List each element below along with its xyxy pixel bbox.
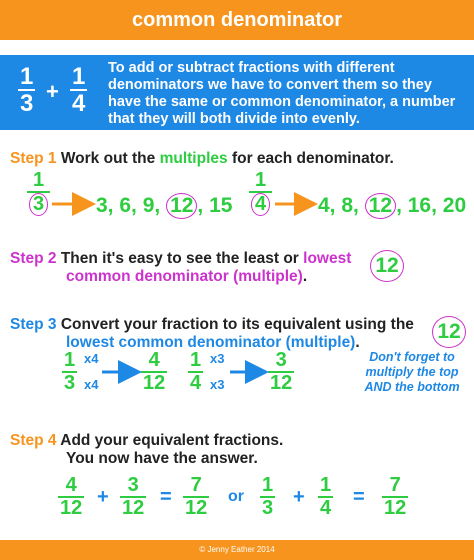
numerator: 1 (255, 169, 267, 191)
equals-sign: = (160, 486, 172, 508)
denominator: 12 (185, 497, 208, 519)
step2-highlight: lowest (303, 250, 352, 267)
denominator: 12 (143, 372, 166, 394)
numerator: 4 (148, 349, 160, 371)
plus-sign: + (46, 79, 59, 104)
plus-sign: + (293, 486, 305, 508)
numerator: 1 (320, 474, 332, 496)
numerator: 1 (64, 349, 76, 371)
denominator: 4 (190, 372, 202, 394)
denominator: 12 (122, 497, 145, 519)
multiplier-bottom: x3 (210, 377, 225, 392)
reminder-note: Don't forget to multiply the top AND the bottom (364, 350, 460, 394)
denominator-circle: 3 (29, 193, 48, 216)
step4-label: Step 4 (10, 432, 57, 449)
denominator: 4 (320, 497, 332, 519)
intro-text: To add or subtract fractions with different denominators we have to convert them so they have the same or common denominator, a number that they will both divide into evenly. (108, 60, 456, 127)
numerator: 3 (275, 349, 287, 371)
step3-text: Convert your fraction to its equivalent using the (60, 316, 414, 333)
numerator: 1 (20, 63, 34, 90)
step2-highlight-line2: common denominator (multiple) (66, 268, 303, 285)
denominator: 4 (72, 90, 86, 118)
multiples-list-rest: , 16, 20 (396, 194, 467, 217)
step2-text: Then it's easy to see the least or (60, 250, 299, 267)
denominator: 12 (384, 497, 407, 519)
step4-text: Add your equivalent fractions. (60, 432, 284, 449)
step2-label: Step 2 (10, 250, 57, 267)
step1-text-after: for each denominator. (231, 150, 394, 167)
numerator: 1 (190, 349, 202, 371)
denominator: 3 (262, 497, 274, 519)
step2-answer-circle: 12 (370, 250, 404, 282)
numerator: 7 (190, 474, 202, 496)
or-label: or (228, 488, 244, 505)
step4-text-line2: You now have the answer. (66, 450, 258, 467)
numerator: 4 (65, 474, 77, 496)
numerator: 1 (33, 169, 45, 191)
numerator: 1 (262, 474, 274, 496)
denominator: 3 (20, 90, 34, 118)
plus-sign: + (97, 486, 109, 508)
numerator: 1 (72, 63, 86, 90)
multiplier-top: x3 (210, 351, 225, 366)
denominator: 3 (64, 372, 76, 394)
denominator: 12 (60, 497, 83, 519)
multiplier-bottom: x4 (84, 377, 99, 392)
step1-text-before: Work out the (60, 150, 156, 167)
common-multiple-circle: 12 (166, 193, 197, 219)
denominator: 12 (270, 372, 293, 394)
multiplier-top: x4 (84, 351, 99, 366)
equals-sign: = (353, 486, 365, 508)
step3-answer-circle: 12 (432, 316, 466, 348)
denominator-circle: 4 (251, 193, 270, 216)
footer-credit: © Jenny Eather 2014 (0, 540, 474, 560)
numerator: 3 (127, 474, 139, 496)
multiples-list: 3, 6, 9, (96, 194, 161, 217)
step3-period: . (355, 334, 360, 351)
step1-label: Step 1 (10, 150, 57, 167)
multiples-list-rest: , 15 (197, 194, 233, 217)
common-multiple-circle: 12 (365, 193, 396, 219)
step3-highlight: lowest common denominator (multiple) (66, 334, 356, 351)
step2-period: . (302, 268, 308, 285)
page-title: common denominator (0, 0, 474, 40)
step1-highlight: multiples (159, 150, 228, 167)
numerator: 7 (389, 474, 401, 496)
step3-label: Step 3 (10, 316, 57, 333)
multiples-list: 4, 8, (318, 194, 359, 217)
